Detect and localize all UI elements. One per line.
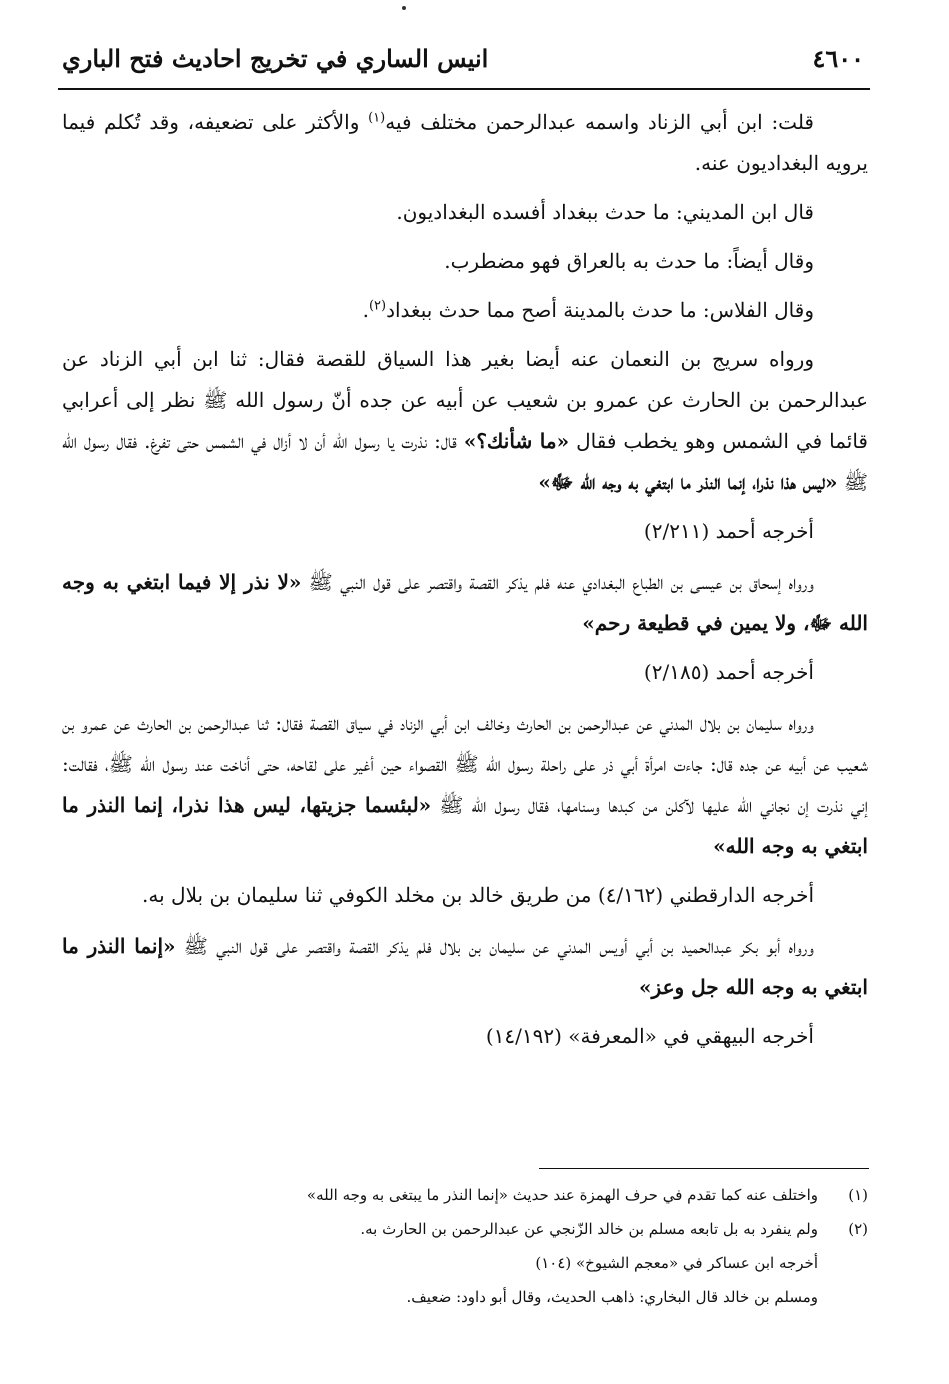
footnote-ref-1: (١) <box>368 110 386 126</box>
p4-text-a: وقال الفلاس: ما حدث بالمدينة أصح مما حدث ببغداد <box>386 298 814 322</box>
p11-text-a: ورواه أبو بكر عبدالحميد بن أبي أويس المدني عن سليمان بن بلال فلم يذكر القصة واقتصر على قول النبي ﷺ <box>175 934 815 958</box>
p1-text-b: والأكثر على تضعيفه، وقد تُكلم فيما يرويه البغداديون عنه. <box>62 110 868 175</box>
footnote-1-number: (١) <box>848 1186 868 1204</box>
footnote-1 <box>62 1178 868 1212</box>
p9-text-a: ورواه سليمان بن بلال المدني عن عبدالرحمن بن الحارث وخالف ابن أبي الزناد في سياق القصة فقال: ثنا عبدالرحمن بن الحارث عن عمرو بن شعيب عن أبيه عن جده قال: جاءت امرأة أبي ذر على راحلة رسول الله ﷺ القصواء حين أغير على لقاحه، حتى أناخت عند رسول الله ﷺ، فقالت: إني نذرت إن نجاني الله عليها لآكلن من كبدها وسنامها، فقال رسول الله ﷺ <box>62 711 869 817</box>
footnote-separator <box>539 1168 869 1169</box>
paragraph-7 <box>62 562 868 644</box>
paragraph-1 <box>62 102 868 184</box>
p7-text-a: ورواه إسحاق بن عيسى بن الطباع البغدادي عنه فلم يذكر القصة واقتصر على قول النبي ﷺ <box>301 570 814 594</box>
source-citation-3: أخرجه الدارقطني (٤/١٦٢) من طريق خالد بن مخلد الكوفي ثنا سليمان بن بلال به. <box>142 883 814 907</box>
footnotes <box>62 1178 868 1314</box>
page-number: ٤٦٠٠ <box>812 44 864 73</box>
paragraph-5 <box>62 339 868 503</box>
paragraph-2: قال ابن المديني: ما حدث ببغداد أفسده البغداديون. <box>396 200 814 224</box>
p11-quote: «إنما النذر ما ابتغي به وجه الله جل وعز» <box>62 934 868 999</box>
source-citation-4: أخرجه البيهقي في «المعرفة» (١٤/١٩٢) <box>485 1024 814 1048</box>
footnote-2 <box>62 1212 868 1246</box>
paragraph-11 <box>62 926 868 1008</box>
main-text <box>62 102 868 1067</box>
paragraph-4 <box>62 290 868 331</box>
p4-text-b: . <box>362 298 369 322</box>
paragraph-3: وقال أيضاً: ما حدث به بالعراق فهو مضطرب. <box>444 249 814 273</box>
footnote-1-text: واختلف عنه كما تقدم في حرف الهمزة عند حديث «إنما النذر ما يبتغى به وجه الله» <box>306 1186 818 1204</box>
source-citation-2: أخرجه أحمد (٢/١٨٥) <box>643 660 814 684</box>
p1-text-a: قلت: ابن أبي الزناد واسمه عبدالرحمن مختلف فيه <box>385 110 814 134</box>
p5-text-c: قال: نذرت يا رسول الله أن لا أزال في الشمس حتى تفرغ. فقال رسول الله ﷺ <box>62 429 868 494</box>
footnote-2-line-2: أخرجه ابن عساكر في «معجم الشيوخ» (١٠٤) <box>535 1254 818 1272</box>
footnote-2-text: ولم ينفرد به بل تابعه مسلم بن خالد الزّنجي عن عبدالرحمن بن الحارث به. <box>360 1220 818 1238</box>
p5-quote-1: «ما شأنك؟» <box>463 429 570 453</box>
footnote-2-number: (٢) <box>848 1220 868 1238</box>
p5-text-a: ورواه سريج بن النعمان عنه أيضا بغير هذا السياق للقصة فقال: ثنا ابن أبي الزناد عن عبدالرحمن بن الحارث عن عمرو بن شعيب عن أبيه عن جده أنّ رسول الله ﷺ نظر إلى أعرابي قائما في الشمس وهو يخطب فقال <box>62 347 868 453</box>
scan-speck <box>402 6 406 10</box>
footnote-ref-2: (٢) <box>368 298 387 314</box>
p7-quote: «لا نذر إلا فيما ابتغي به وجه الله ﷻ، ولا يمين في قطيعة رحم» <box>62 570 868 635</box>
footnote-2-line-3: ومسلم بن خالد قال البخاري: ذاهب الحديث، وقال أبو داود: ضعيف. <box>406 1288 818 1306</box>
running-title: انيس الساري في تخريج احاديث فتح الباري <box>62 44 489 73</box>
paragraph-9 <box>62 703 868 867</box>
p5-quote-2: «ليس هذا نذرا، إنما النذر ما ابتغي به وجه الله ﷻ» <box>538 470 838 494</box>
p9-quote: «لبئسما جزيتها، ليس هذا نذرا، إنما النذر ما ابتغي به وجه الله» <box>62 793 868 858</box>
page-header <box>58 38 870 90</box>
source-citation-1: أخرجه أحمد (٢/٢١١) <box>643 519 814 543</box>
